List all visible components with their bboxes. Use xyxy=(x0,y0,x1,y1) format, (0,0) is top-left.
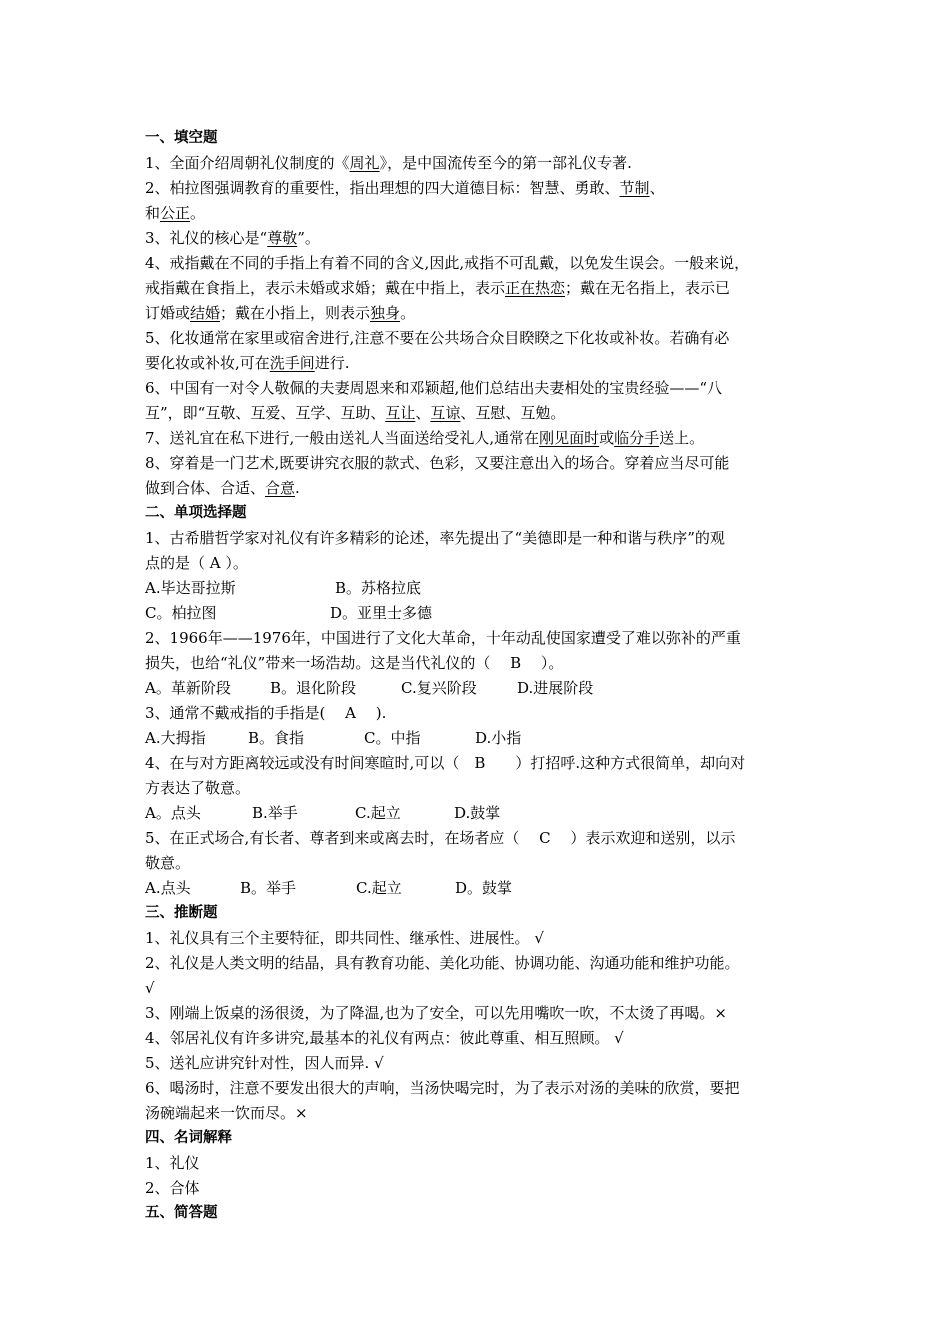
fill-q3: 3、礼仪的核心是“尊敬”。 xyxy=(145,229,320,247)
section-2-heading: 二、单项选择题 xyxy=(145,505,247,521)
answer-blank: 刚见面时 xyxy=(539,429,600,447)
choice-q4-options xyxy=(145,801,815,826)
answer-blank: 节制 xyxy=(619,179,650,197)
answer-blank: 结婚 xyxy=(190,304,221,322)
option-a: A。革新阶段 xyxy=(145,679,231,697)
choice-q2-line1: 2、1966年——1976年，中国进行了文化大革命，十年动乱使国家遭受了难以弥补的严重 xyxy=(145,629,741,647)
choice-q3-line1: 3、通常不戴戒指的手指是( A ). xyxy=(145,704,387,722)
option-c: C。中指 xyxy=(364,729,421,747)
option-b: B。食指 xyxy=(248,729,305,747)
document-page xyxy=(145,126,815,1226)
answer-blank: 洗手间 xyxy=(269,354,315,372)
answer-blank: 合意 xyxy=(265,479,296,497)
choice-q5-options xyxy=(145,876,815,901)
choice-q5-line1: 5、在正式场合,有长者、尊者到来或离去时，在场者应（ C ）表示欢迎和送别，以示 xyxy=(145,829,736,847)
option-b: B。举手 xyxy=(240,879,297,897)
choice-q1-options-ab xyxy=(145,576,815,601)
answer-blank: 互谅 xyxy=(430,404,461,422)
option-d: D.进展阶段 xyxy=(517,679,594,697)
option-a: A。点头 xyxy=(145,804,201,822)
option-a: A.毕达哥拉斯 xyxy=(145,579,236,597)
choice-q1-options-cd xyxy=(145,601,815,626)
choice-q1-line1: 1、古希腊哲学家对礼仪有许多精彩的论述，率先提出了“美德即是一种和谐与秩序”的观 xyxy=(145,529,725,547)
answer-blank: 临分手 xyxy=(614,429,660,447)
choice-q2-options xyxy=(145,676,815,701)
option-c: C.复兴阶段 xyxy=(401,679,477,697)
fill-q6-line1: 6、中国有一对令人敬佩的夫妻周恩来和邓颖超,他们总结出夫妻相处的宝贵经验——“八 xyxy=(145,379,722,397)
judge-q5: 5、送礼应讲究针对性，因人而异. √ xyxy=(145,1054,384,1072)
choice-q5-line2: 敬意。 xyxy=(145,854,191,872)
section-4-heading: 四、名词解释 xyxy=(145,1130,232,1146)
section-3-heading: 三、推断题 xyxy=(145,905,218,921)
judge-q2-line2: √ xyxy=(145,979,155,997)
fill-q7: 7、送礼宜在私下进行,一般由送礼人当面送给受礼人,通常在刚见面时或临分手送上。 xyxy=(145,429,705,447)
term-q1: 1、礼仪 xyxy=(145,1154,200,1172)
judge-q1: 1、礼仪具有三个主要特征，即共同性、继承性、进展性。 √ xyxy=(145,929,544,947)
answer-blank: 独身 xyxy=(370,304,401,322)
answer-blank: 公正 xyxy=(160,204,191,222)
choice-q4-line1: 4、在与对方距离较远或没有时间寒暄时,可以（ B ）打招呼.这种方式很简单，却向对 xyxy=(145,754,746,772)
fill-q2-line1: 2、柏拉图强调教育的重要性，指出理想的四大道德目标：智慧、勇敢、节制、 xyxy=(145,179,665,197)
fill-q5-line2: 要化妆或补妆,可在洗手间进行. xyxy=(145,354,350,372)
judge-q3: 3、刚端上饭桌的汤很烫，为了降温,也为了安全，可以先用嘴吹一吹，不太烫了再喝。× xyxy=(145,1004,727,1022)
fill-q8-line2: 做到合体、合适、合意. xyxy=(145,479,300,497)
judge-q4: 4、邻居礼仪有许多讲究,最基本的礼仪有两点：彼此尊重、相互照顾。 √ xyxy=(145,1029,624,1047)
option-c: C.起立 xyxy=(355,804,401,822)
answer-blank: 正在热恋 xyxy=(505,279,566,297)
choice-q4-line2: 方表达了敬意。 xyxy=(145,779,251,797)
fill-q5-line1: 5、化妆通常在家里或宿舍进行,注意不要在公共场合众目睽睽之下化妆或补妆。若确有必 xyxy=(145,329,730,347)
choice-q2-line2: 损失，也给“礼仪”带来一场浩劫。这是当代礼仪的（ B ）。 xyxy=(145,654,564,672)
judge-q6-line1: 6、喝汤时，注意不要发出很大的声响，当汤快喝完时，为了表示对汤的美味的欣赏，要把 xyxy=(145,1079,740,1097)
fill-q8-line1: 8、穿着是一门艺术,既要讲究衣服的款式、色彩，又要注意出入的场合。穿着应当尽可能 xyxy=(145,454,730,472)
option-c: C。柏拉图 xyxy=(145,604,217,622)
judge-q6-line2: 汤碗端起来一饮而尽。× xyxy=(145,1104,308,1122)
fill-q4-line3: 订婚或结婚；戴在小指上，则表示独身。 xyxy=(145,304,416,322)
option-d: D.小指 xyxy=(475,729,522,747)
option-b: B。退化阶段 xyxy=(270,679,357,697)
section-1-heading: 一、填空题 xyxy=(145,130,218,146)
term-q2: 2、合体 xyxy=(145,1179,200,1197)
option-b: B。苏格拉底 xyxy=(335,579,422,597)
option-b: B.举手 xyxy=(252,804,298,822)
answer-blank: 周礼 xyxy=(349,154,380,172)
choice-q1-line2: 点的是（ A ）。 xyxy=(145,554,248,572)
fill-q1: 1、全面介绍周朝礼仪制度的《周礼》，是中国流传至今的第一部礼仪专著. xyxy=(145,154,632,172)
fill-q6-line2: 互”，即“互敬、互爱、互学、互助、互让、互谅、互慰、互勉。 xyxy=(145,404,566,422)
option-d: D。亚里士多德 xyxy=(330,604,433,622)
option-d: D。鼓掌 xyxy=(455,879,513,897)
fill-q4-line1: 4、戒指戴在不同的手指上有着不同的含义,因此,戒指不可乱戴，以免发生误会。一般来说， xyxy=(145,254,750,272)
choice-q3-options xyxy=(145,726,815,751)
option-d: D.鼓掌 xyxy=(454,804,501,822)
option-a: A.点头 xyxy=(145,879,191,897)
judge-q2-line1: 2、礼仪是人类文明的结晶，具有教育功能、美化功能、协调功能、沟通功能和维护功能。 xyxy=(145,954,740,972)
answer-blank: 互让 xyxy=(385,404,416,422)
answer-blank: 尊敬 xyxy=(267,229,298,247)
option-c: C.起立 xyxy=(356,879,402,897)
option-a: A.大拇指 xyxy=(145,729,206,747)
fill-q2-line2: 和公正。 xyxy=(145,204,206,222)
section-5-heading: 五、简答题 xyxy=(145,1205,218,1221)
fill-q4-line2: 戒指戴在食指上，表示未婚或求婚；戴在中指上，表示正在热恋；戴在无名指上，表示已 xyxy=(145,279,731,297)
